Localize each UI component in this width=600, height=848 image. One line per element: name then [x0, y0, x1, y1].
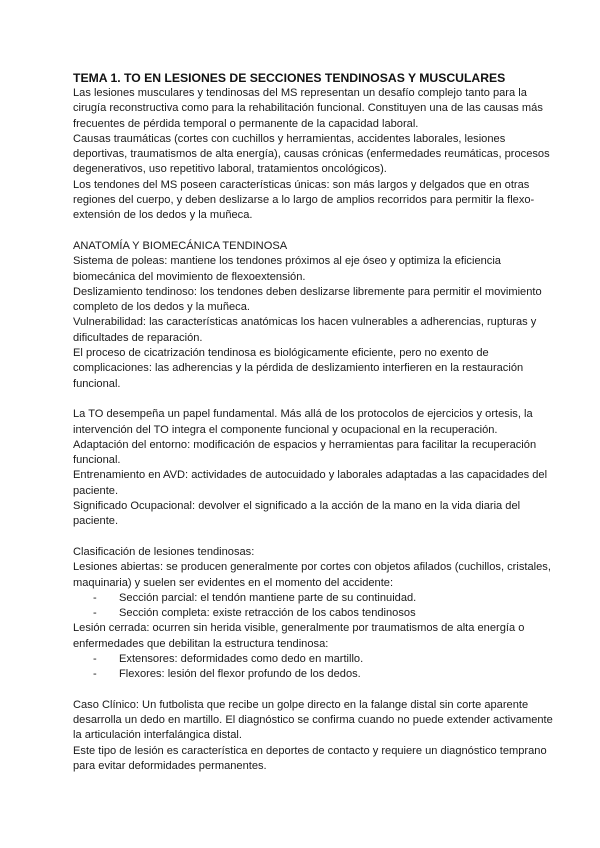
anatomy-paragraph: Sistema de poleas: mantiene los tendones próximos al eje óseo y optimiza la eficiencia biomecánica del movimiento de flexoextensión.: [73, 255, 501, 283]
list-item: - Sección parcial: el tendón mantiene parte de su continuidad.: [93, 591, 560, 606]
spacer: [73, 530, 560, 545]
clinical-case-paragraph: Este tipo de lesión es característica en deportes de contacto y requiere un diagnóstico temprano para evitar deformidades permanentes.: [73, 744, 547, 773]
open-lesions-paragraph: Lesiones abiertas: se producen generalmente por cortes con objetos afilados (cuchillos, cristales, maquinaria) y suelen ser evidentes en el momento del accidente:: [73, 561, 551, 589]
document-title: TEMA 1. TO EN LESIONES DE SECCIONES TENDINOSAS Y MUSCULARES: [73, 71, 506, 85]
closed-lesions-paragraph: Lesión cerrada: ocurren sin herida visible, generalmente por traumatismos de alta energía o enfermedades que debilitan la estructura tendinosa:: [73, 622, 525, 650]
intro-paragraph: Las lesiones musculares y tendinosas del MS representan un desafío complejo tanto para la cirugía reconstructiva como para la rehabilitación funcional. Constituyen una de las causas más frecuentes de pérdida temporal o permanente de la capacidad laboral.: [73, 87, 543, 130]
anatomy-paragraph: Deslizamiento tendinoso: los tendones deben deslizarse libremente para permitir el movimiento completo de los dedos y la muñeca.: [73, 285, 542, 314]
anatomy-paragraph: El proceso de cicatrización tendinosa es biológicamente eficiente, pero no exento de complicaciones: las adherencias y la pérdida de deslizamiento interfieren en la restauración funcional.: [73, 347, 524, 390]
section-heading-anatomy: ANATOMÍA Y BIOMECÁNICA TENDINOSA: [73, 239, 288, 252]
list-item: - Sección completa: existe retracción de los cabos tendinosos: [93, 606, 560, 621]
intro-paragraph: Los tendones del MS poseen características únicas: son más largos y delgados que en otras regiones del cuerpo, y deben deslizarse a lo largo de amplios recorridos para permitir la flexo-extensión de los dedos y la muñeca.: [73, 178, 535, 222]
clinical-case-paragraph: Caso Clínico: Un futbolista que recibe un golpe directo en la falange distal sin corte aparente desarrolla un dedo en martillo. El diagnóstico se confirma cuando no puede extender activamente la articulación interfalángica distal.: [73, 698, 553, 742]
spacer: [73, 683, 560, 698]
to-role-paragraph: Entrenamiento en AVD: actividades de autocuidado y laborales adaptadas a las capacidades del paciente.: [73, 469, 548, 497]
closed-lesions-list: [73, 652, 560, 683]
spacer: [73, 392, 560, 407]
open-lesions-list: [73, 591, 560, 622]
anatomy-paragraph: Vulnerabilidad: las características anatómicas los hacen vulnerables a adherencias, rupturas y dificultades de reparación.: [73, 316, 537, 344]
intro-paragraph: Causas traumáticas (cortes con cuchillos y herramientas, accidentes laborales, lesiones deportivas, traumatismos de alta energía), causas crónicas (enfermedades reumáticas, procesos degenerativos, uso repetitivo laboral, tratamientos oncológicos).: [73, 132, 550, 176]
spacer: [73, 224, 560, 239]
to-role-paragraph: Adaptación del entorno: modificación de espacios y herramientas para facilitar la recuperación funcional.: [73, 438, 537, 467]
list-item: - Flexores: lesión del flexor profundo de los dedos.: [93, 667, 560, 682]
list-item: - Extensores: deformidades como dedo en martillo.: [93, 652, 560, 667]
to-role-paragraph: La TO desempeña un papel fundamental. Más allá de los protocolos de ejercicios y ortesis, la intervención del TO integra el componente funcional y ocupacional en la recuperación.: [73, 408, 533, 436]
to-role-paragraph: Significado Ocupacional: devolver el significado a la acción de la mano en la vida diaria del paciente.: [73, 500, 521, 528]
section-heading-classification: Clasificación de lesiones tendinosas:: [73, 545, 255, 558]
